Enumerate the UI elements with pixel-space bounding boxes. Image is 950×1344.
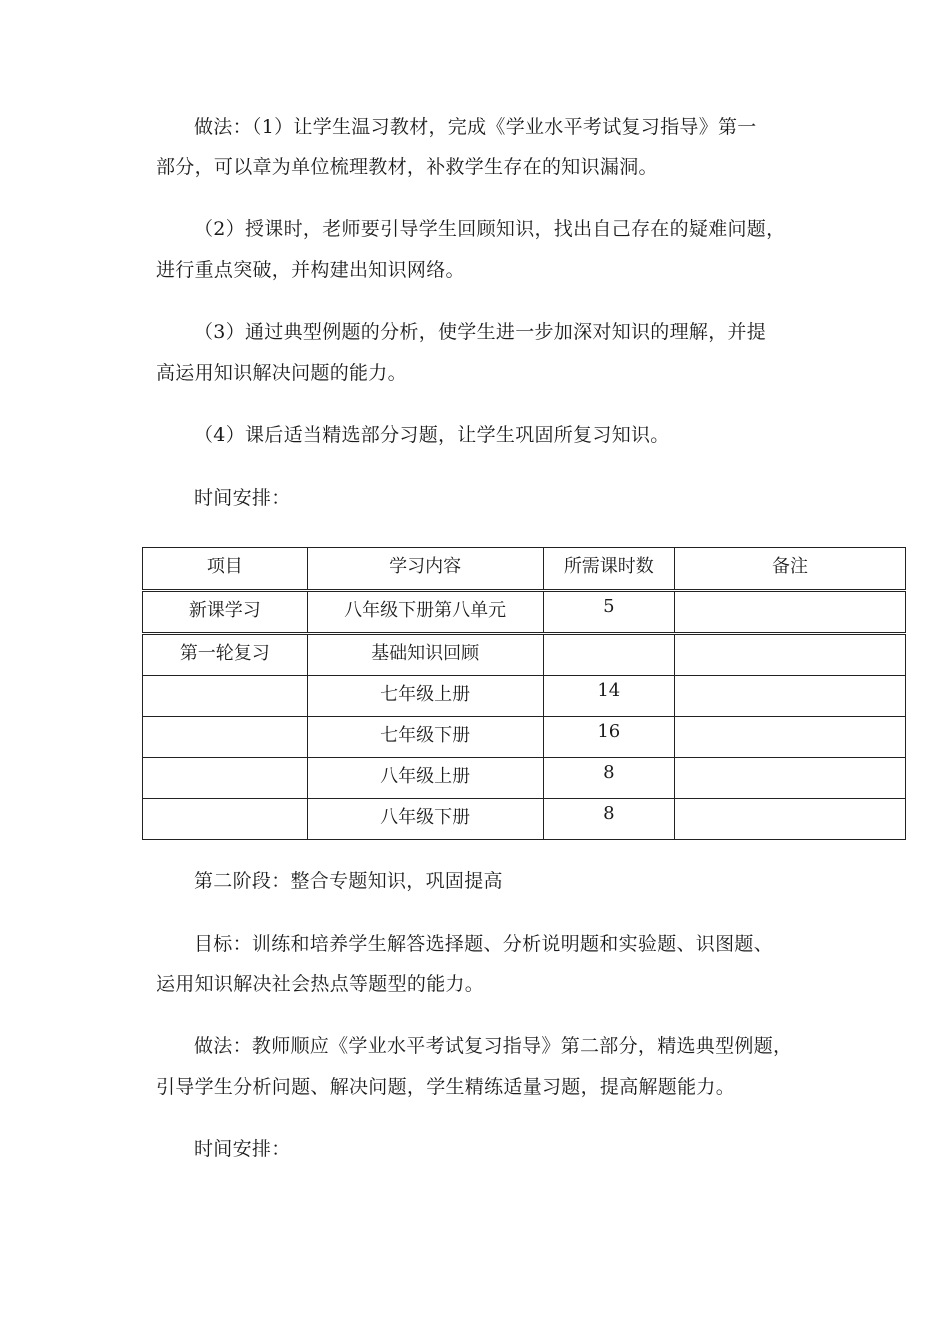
table-cell: 七年级上册	[307, 676, 543, 717]
table-cell	[675, 634, 906, 676]
schedule-table	[142, 547, 906, 840]
table-cell: 16	[543, 717, 675, 758]
table-cell	[675, 758, 906, 799]
table-cell: 14	[543, 676, 675, 717]
header-cell: 项目	[143, 548, 308, 591]
table-cell: 八年级下册第八单元	[307, 591, 543, 634]
table-cell	[143, 758, 308, 799]
header-cell: 所需课时数	[543, 548, 675, 591]
stage-two-heading: 第二阶段：整合专题知识，巩固提高	[194, 870, 503, 892]
table-cell	[675, 799, 906, 840]
paragraph-4-line-1: （4）课后适当精选部分习题，让学生巩固所复习知识。	[194, 424, 670, 446]
table-cell	[675, 676, 906, 717]
table-row	[143, 799, 906, 840]
goal-line-1: 目标：训练和培养学生解答选择题、分析说明题和实验题、识图题、	[194, 933, 774, 955]
time-arrangement-heading-2: 时间安排：	[194, 1138, 291, 1160]
paragraph-1-line-1: 做法：（1）让学生温习教材，完成《学业水平考试复习指导》第一	[194, 116, 757, 138]
table-row	[143, 717, 906, 758]
table-header-row	[143, 548, 906, 591]
header-cell: 备注	[675, 548, 906, 591]
table-row	[143, 634, 906, 676]
table-cell: 8	[543, 799, 675, 840]
table-cell	[143, 799, 308, 840]
paragraph-1-line-2: 部分，可以章为单位梳理教材，补救学生存在的知识漏洞。	[156, 156, 658, 178]
paragraph-3-line-1: （3）通过典型例题的分析，使学生进一步加深对知识的理解，并提	[194, 321, 767, 343]
goal-line-2: 运用知识解决社会热点等题型的能力。	[156, 973, 485, 995]
paragraph-2-line-2: 进行重点突破，并构建出知识网络。	[156, 259, 465, 281]
paragraph-2-line-1: （2）授课时，老师要引导学生回顾知识，找出自己存在的疑难问题，	[194, 218, 786, 240]
method-line-2: 引导学生分析问题、解决问题，学生精练适量习题，提高解题能力。	[156, 1076, 736, 1098]
table-cell	[543, 634, 675, 676]
paragraph-3-line-2: 高运用知识解决问题的能力。	[156, 362, 407, 384]
table-row	[143, 758, 906, 799]
table-cell: 七年级下册	[307, 717, 543, 758]
table-cell	[143, 717, 308, 758]
table-cell: 八年级下册	[307, 799, 543, 840]
table-cell: 基础知识回顾	[307, 634, 543, 676]
method-line-1: 做法：教师顺应《学业水平考试复习指导》第二部分，精选典型例题，	[194, 1035, 793, 1057]
time-arrangement-heading-1: 时间安排：	[194, 487, 291, 509]
header-cell: 学习内容	[307, 548, 543, 591]
table-cell: 新课学习	[143, 591, 308, 634]
table-cell	[675, 591, 906, 634]
table-cell	[675, 717, 906, 758]
table-cell: 第一轮复习	[143, 634, 308, 676]
table-row	[143, 591, 906, 634]
table-cell: 5	[543, 591, 675, 634]
table-cell: 八年级上册	[307, 758, 543, 799]
table-row	[143, 676, 906, 717]
table-cell	[143, 676, 308, 717]
table-cell: 8	[543, 758, 675, 799]
